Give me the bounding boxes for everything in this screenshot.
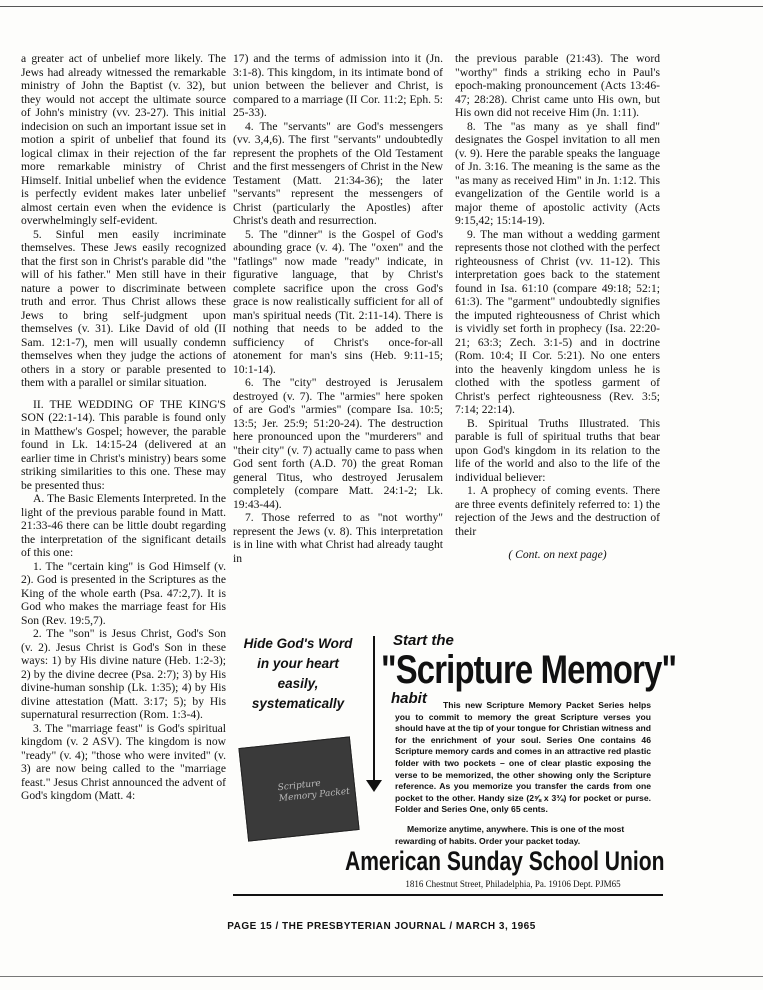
bottom-rule <box>0 976 763 977</box>
ad-habit-text: habit <box>391 690 427 707</box>
paragraph: 1. The "certain king" is God Himself (v. 2). God is presented in the Scriptures as the King of the whole earth (Psa. 47:2,7). It is God who makes the marriage feast for His Son (Rev. 19:5,7). <box>21 559 226 627</box>
ad-tagline <box>233 634 363 714</box>
column-3 <box>455 52 660 562</box>
ad-body-text-2: Memorize anytime, anywhere. This is one of the most rewarding of habits. Order your packet today. <box>395 824 625 846</box>
advertisement <box>233 630 677 892</box>
ad-body-text: This new Scripture Memory Packet Series helps you to commit to memory the great Scripture verses you should have at the tip of your tongue for Christian witness and for the enrichment of your soul. Series One contains 46 Scripture memory cards and comes in an attractive red plastic folder with two pockets – one of clear plastic exposing the verse to be memorized, the other showing only the Scripture reference. As you memorize you transfer the cards from one pocket to the other. Handy size (2⅝ x 3¾) for pocket or purse. Folder and Series One, only 65 cents. <box>395 700 651 815</box>
ad-tagline-line: Hide God's Word <box>243 636 353 651</box>
continued-note: ( Cont. on next page) <box>508 548 607 561</box>
paragraph: B. Spiritual Truths Illustrated. This parable is full of spiritual truths that bear upon God's kingdom in its relation to the life of the world and also to the life of the individual believer: <box>455 416 660 484</box>
paragraph: A. The Basic Elements Interpreted. In the light of the previous parable found in Matt. 21:33-46 there can be little doubt regarding the interpretation of the significant details of this one: <box>21 492 226 559</box>
ad-start-text: Start the <box>393 632 454 649</box>
packet-image <box>238 736 359 841</box>
column-1 <box>21 52 226 803</box>
paragraph: 8. The "as many as ye shall find" designates the Gospel invitation to all men (v. 9). Here the parable speaks the language of Jn. 3:16. The meaning is the same as the "as many as received Him" in Jn. 1:12. This evangelization of the Gentile world is a major theme of apostolic activity (Acts 9:15,42; 15:14-19). <box>455 119 660 227</box>
ad-organization: American Sunday School Union <box>345 846 665 876</box>
paragraph: 3. The "marriage feast" is God's spiritual kingdom (v. 2 ASV). The kingdom is now "ready" (v. 4); "those who were invited" (v. 3) are now being called to the "marriage feast." Jesus Christ announced the advent of God's kingdom (Matt. 4: <box>21 721 226 802</box>
paragraph: 17) and the terms of admission into it (Jn. 3:1-8). This kingdom, in its intimate bond of union between the believer and Christ, is compared to a marriage (II Cor. 11:2; Eph. 5: 25-33). <box>233 52 443 119</box>
paragraph: 5. Sinful men easily incriminate themselves. These Jews easily recognized that the first son in Christ's parable did "the will of his father." Men still have in their nature a power to discriminate between truth and error. Thus Christ allows these Jews to bring self-judgment upon themselves (v. 31). Like David of old (II Sam. 12:1-7), men will usually condemn themselves when they judge the actions of others in a story or parable presented to them with a parallel or similar situation. <box>21 227 226 389</box>
paragraph: 9. The man without a wedding garment represents those not clothed with the perfect righteousness of Christ (vv. 11-12). This interpretation goes back to the statement found in Isa. 61:10 (compare 49:18; 52:1; 61:3). The "garment" undoubtedly signifies the imputed righteousness of Christ which is vividly set forth in prophecy (Isa. 22:20-21; 63:3; Zech. 3:1-5) and in doctrine (Rom. 10:4; II Cor. 5:21). No one enters into the heavenly kingdom unless he is clothed with the spotless garment of Christ's perfect righteousness (Rev. 3:5; 7:14; 22:14). <box>455 227 660 416</box>
arrow-down-icon <box>366 780 382 792</box>
ad-address: 1816 Chestnut Street, Philadelphia, Pa. 19106 Dept. PJM65 <box>405 879 621 889</box>
paragraph: 5. The "dinner" is the Gospel of God's abounding grace (v. 4). The "oxen" and the "fatlings" now made "ready" indicate, in figurative language, that by Christ's complete sacrifice upon the cross God's grace is now realistically sufficient for all of man's spiritual needs (Tit. 2:11-14). There is nothing that needs to be added to the sufficiency of Christ's once-for-all atonement for man's sins (Heb. 9:11-15; 10:1-14). <box>233 227 443 376</box>
paragraph: a greater act of unbelief more likely. The Jews had already witnessed the remarkable ministry of John the Baptist (v. 32), but they would not accept the ultimate source of John's ministry (vv. 23-27). This initial indecision on such an important issue set in motion a spirit of unbelief that found its logical climax in their rejection of the far more remarkable ministry of Christ Himself. Initial unbelief when the evidence is perfectly evident makes later unbelief almost certain even when the evidence is overwhelmingly self-evident. <box>21 52 226 227</box>
paragraph: 6. The "city" destroyed is Jerusalem destroyed (v. 7). The "armies" here spoken of are God's "armies" (compare Isa. 10:5; 13:5; Jer. 25:9; 51:20-24). The destruction here pronounced upon the "murderers" and "their city" (v. 7) actually came to pass when God sent forth (A.D. 70) the great Roman general Titus, who destroyed Jerusalem completely (compare Matt. 24:1-2; Lk. 19:43-44). <box>233 376 443 511</box>
ad-tagline-line: easily, <box>277 676 319 691</box>
ad-rule <box>233 894 663 896</box>
ad-tagline-line: in your heart <box>257 656 339 671</box>
paragraph: 2. The "son" is Jesus Christ, God's Son (v. 2). Jesus Christ is God's Son in these ways: 1) by His divine nature (Heb. 1:2-3); 2) by the divine decree (Psa. 2:7); 3) by His divine-human sonship (Lk. 1:35); 4) by His divine attestation (Matt. 3:17; 5); by His supernatural resurrection (Rom. 1:3-4). <box>21 627 226 721</box>
ad-arrow-line <box>373 636 375 786</box>
top-rule <box>0 6 763 7</box>
packet-label: Scripture Memory Packet <box>277 778 351 805</box>
paragraph: 4. The "servants" are God's messengers (vv. 3,4,6). The first "servants" undoubtedly represent the prophets of the Old Testament and the first messengers of Christ in the New Testament (Matt. 21:34-36); the later "servants" represent the messengers of Christ (particularly the Apostles) after Christ's death and resurrection. <box>233 119 443 227</box>
paragraph: the previous parable (21:43). The word "worthy" finds a striking echo in Paul's epoch-making pronouncement (Acts 13:46-47; 28:28). Christ came unto His own, but His own did not receive Him (Jn. 1:11). <box>455 52 660 119</box>
page-footer: PAGE 15 / THE PRESBYTERIAN JOURNAL / MARCH 3, 1965 <box>227 921 536 932</box>
section-heading-paragraph: II. THE WEDDING OF THE KING'S SON (22:1-14). This parable is found only in Matthew's Gospel; however, the parable found in Lk. 14:15-24 (delivered at an earlier time in Christ's ministry) bears some striking similarities to this one. These may be presented thus: <box>21 397 226 492</box>
ad-headline: "Scripture Memory" <box>381 648 677 692</box>
paragraph: 1. A prophecy of coming events. There are three events definitely referred to: 1) the rejection of the Jews and the destruction of their <box>455 484 660 538</box>
column-2 <box>233 52 443 565</box>
ad-tagline-line: systematically <box>251 696 345 711</box>
paragraph: 7. Those referred to as "not worthy" represent the Jews (v. 8). This interpretation is in line with what Christ had already taught in <box>233 511 443 565</box>
